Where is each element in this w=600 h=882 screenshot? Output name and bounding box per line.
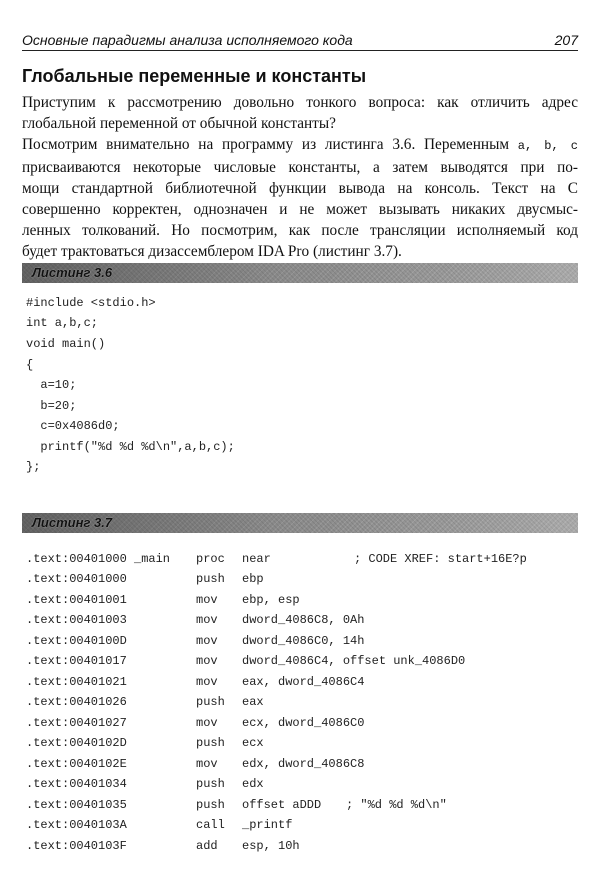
- asm-row: [26, 651, 586, 671]
- asm-mnemonic: mov: [196, 593, 218, 607]
- header-title: Основные парадигмы анализа исполняемого кода: [22, 32, 353, 48]
- code-line: b=20;: [26, 399, 77, 413]
- asm-row: [26, 713, 586, 733]
- asm-operands: esp, 10h: [242, 839, 300, 853]
- asm-address: .text:0040100D: [26, 634, 127, 648]
- asm-operands: ecx: [242, 736, 264, 750]
- code-line: };: [26, 460, 41, 474]
- asm-operands: offset aDDD: [242, 798, 322, 812]
- asm-row: [26, 569, 586, 589]
- asm-address: .text:0040103A: [26, 818, 127, 832]
- paragraph-line: будет трактоваться дизассемблером IDA Pro (листинг 3.7).: [22, 243, 402, 260]
- inline-code-vars: a, b, c: [517, 139, 578, 153]
- asm-address: .text:00401001: [26, 593, 127, 607]
- asm-mnemonic: add: [196, 839, 218, 853]
- asm-address: .text:00401026: [26, 695, 127, 709]
- paragraph-text: Посмотрим внимательно на программу из листинга 3.6. Переменным: [22, 136, 510, 153]
- paragraph-line: Приступим к рассмотрению довольно тонкого вопроса: как отличить адрес: [22, 94, 578, 111]
- code-line: {: [26, 358, 34, 372]
- asm-comment: ; "%d %d %d\n": [346, 798, 447, 812]
- asm-row: [26, 692, 586, 712]
- paragraph-line: глобальной переменной от обычной константы?: [22, 115, 336, 132]
- asm-row: [26, 610, 586, 630]
- paragraph-line: присваиваются некоторые числовые константы, а затем выводятся при по-: [22, 159, 578, 176]
- asm-operands: dword_4086C4, offset unk_4086D0: [242, 654, 466, 668]
- section-title: Глобальные переменные и константы: [22, 66, 367, 86]
- code-line: a=10;: [26, 378, 77, 392]
- asm-address: .text:0040103F: [26, 839, 127, 853]
- paragraph-line: мощи стандартной библиотечной функции вывода на консоль. Текст на С: [22, 180, 578, 197]
- asm-row: [26, 836, 586, 856]
- page-number: 207: [554, 32, 578, 48]
- listing-3-7-header: [22, 513, 578, 533]
- code-line: c=0x4086d0;: [26, 419, 120, 433]
- code-line: void main(): [26, 337, 106, 351]
- asm-mnemonic: push: [196, 736, 225, 750]
- asm-address: .text:00401034: [26, 777, 127, 791]
- asm-operands: edx: [242, 777, 264, 791]
- asm-comment: ; CODE XREF: start+16E?p: [354, 552, 527, 566]
- asm-mnemonic: proc: [196, 552, 225, 566]
- asm-row: [26, 795, 586, 815]
- asm-row: [26, 549, 586, 569]
- listing-caption: Листинг 3.6: [32, 265, 113, 280]
- asm-row: [26, 774, 586, 794]
- running-header: [22, 30, 578, 51]
- asm-operands: near: [242, 552, 271, 566]
- asm-row: [26, 631, 586, 651]
- listing-caption: Листинг 3.7: [32, 515, 113, 530]
- asm-operands: ecx, dword_4086C0: [242, 716, 365, 730]
- asm-operands: eax, dword_4086C4: [242, 675, 365, 689]
- asm-address: .text:0040102D: [26, 736, 127, 750]
- asm-mnemonic: push: [196, 798, 225, 812]
- asm-address: .text:00401017: [26, 654, 127, 668]
- asm-mnemonic: mov: [196, 716, 218, 730]
- asm-address: .text:00401000: [26, 552, 127, 566]
- paragraph-line: ленных толкований. Но посмотрим, как после трансляции исполняемый код: [22, 222, 578, 239]
- asm-row: [26, 754, 586, 774]
- paragraph-listing-intro: [22, 134, 578, 262]
- asm-operands: dword_4086C0, 14h: [242, 634, 365, 648]
- asm-operands: ebp, esp: [242, 593, 300, 607]
- asm-label: _main: [134, 552, 171, 566]
- asm-operands: _printf: [242, 818, 293, 832]
- asm-address: .text:00401027: [26, 716, 127, 730]
- asm-operands: ebp: [242, 572, 264, 586]
- code-line: printf("%d %d %d\n",a,b,c);: [26, 440, 235, 454]
- asm-row: [26, 815, 586, 835]
- asm-row: [26, 733, 586, 753]
- asm-address: .text:0040102E: [26, 757, 127, 771]
- asm-operands: eax: [242, 695, 264, 709]
- asm-row: [26, 672, 586, 692]
- asm-mnemonic: mov: [196, 634, 218, 648]
- asm-mnemonic: push: [196, 695, 225, 709]
- asm-mnemonic: push: [196, 777, 225, 791]
- code-line: int a,b,c;: [26, 316, 99, 330]
- asm-mnemonic: mov: [196, 613, 218, 627]
- code-line: #include <stdio.h>: [26, 296, 156, 310]
- paragraph-line: [22, 134, 578, 157]
- asm-mnemonic: call: [196, 818, 225, 832]
- asm-row: [26, 590, 586, 610]
- asm-operands: edx, dword_4086C8: [242, 757, 365, 771]
- asm-address: .text:00401021: [26, 675, 127, 689]
- paragraph-intro: [22, 92, 578, 134]
- asm-operands: dword_4086C8, 0Ah: [242, 613, 365, 627]
- listing-3-6-header: [22, 263, 578, 283]
- asm-address: .text:00401035: [26, 798, 127, 812]
- asm-mnemonic: mov: [196, 757, 218, 771]
- asm-mnemonic: push: [196, 572, 225, 586]
- asm-mnemonic: mov: [196, 675, 218, 689]
- paragraph-line: совершенно корректен, однозначен и не может вызывать никаких двусмыс-: [22, 201, 578, 218]
- asm-address: .text:00401003: [26, 613, 127, 627]
- asm-mnemonic: mov: [196, 654, 218, 668]
- asm-address: .text:00401000: [26, 572, 127, 586]
